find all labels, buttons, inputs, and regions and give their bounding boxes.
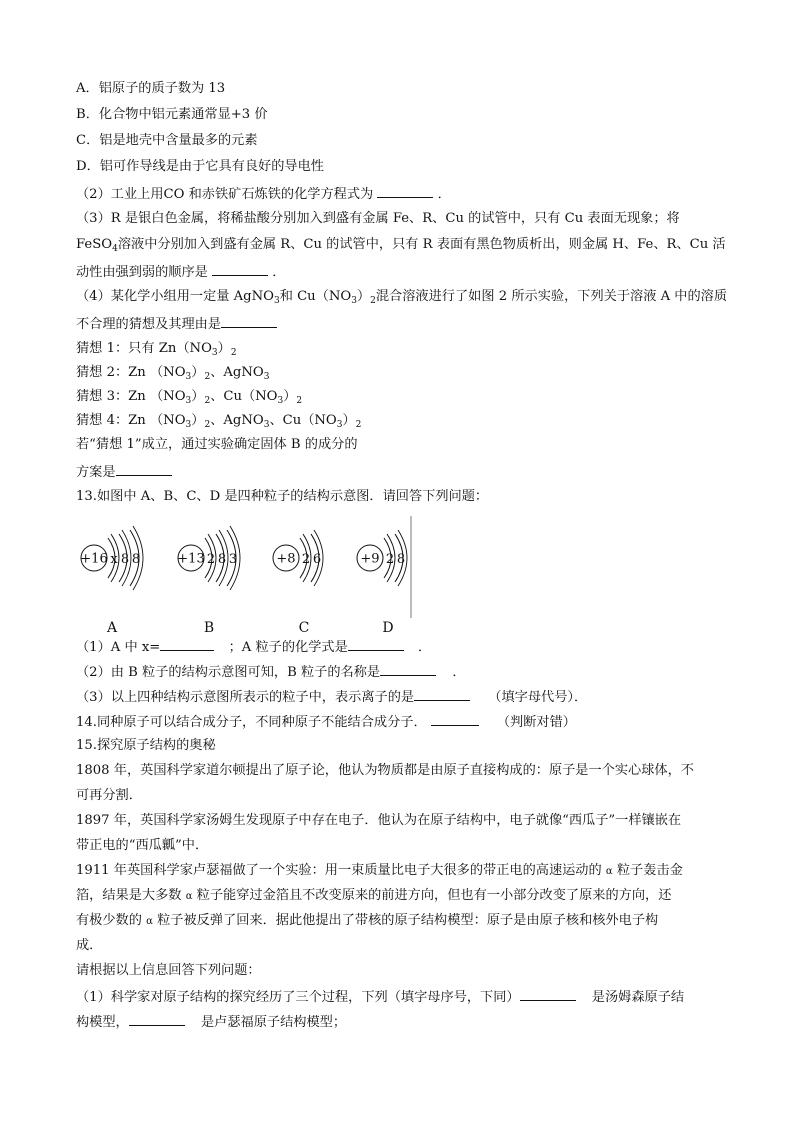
electron-count: 2	[301, 552, 311, 567]
q12-part3-line1: （3）R 是银白色金属，将稀盐酸分别加入到盛有金属 Fe、R、Cu 的试管中，只有 Cu 表面无现象；将	[76, 211, 680, 226]
text: 构模型，	[76, 1015, 129, 1030]
text: 14.同种原子可以结合成分子，不同种原子不能结合成分子．	[76, 715, 427, 730]
q15-part1-line1	[76, 987, 684, 1007]
subscript: 2	[296, 396, 303, 406]
subscript: 3	[263, 372, 270, 382]
subscript: 3	[273, 296, 280, 306]
formula-text: FeSO	[76, 237, 113, 252]
text: ；A 粒子的化学式是	[228, 640, 348, 655]
q12-part3-line3	[76, 262, 285, 282]
nucleus-charge: +13	[177, 551, 205, 567]
electron-count: 3	[228, 552, 238, 567]
q15-para1-line1: 1808 年，英国科学家道尔顿提出了原子论，他认为物质都是由原子直接构成的：原子是一个实心球体，不	[76, 763, 694, 778]
text: ．	[452, 665, 466, 680]
answer-blank[interactable]	[431, 712, 479, 726]
text: 、AgNO	[210, 365, 264, 380]
q15-prompt: 请根据以上信息回答下列问题：	[76, 963, 261, 978]
answer-blank[interactable]	[380, 662, 436, 676]
answer-blank[interactable]	[377, 184, 433, 198]
guess-4	[76, 412, 361, 430]
subscript: 3	[185, 420, 192, 430]
text: 猜想 3：Zn （NO	[76, 389, 186, 404]
text: ）	[342, 413, 356, 428]
subscript: 3	[185, 396, 192, 406]
subscript: 3	[351, 296, 357, 306]
electron-count: 6	[312, 552, 322, 567]
q13-part1	[76, 637, 431, 657]
text: 猜想 1：只有 Zn（NO	[76, 341, 212, 356]
option-c: C．铝是地壳中含量最多的元素	[76, 133, 258, 148]
answer-blank[interactable]	[116, 462, 172, 476]
text: 、Cu（NO	[210, 389, 278, 404]
text: ）	[356, 289, 371, 304]
particle-label: A	[106, 620, 118, 636]
alpha-symbol: α	[185, 891, 193, 902]
particle-label: B	[203, 620, 215, 636]
alpha-symbol: α	[605, 866, 613, 877]
text: 是卢瑟福原子结构模型；	[200, 1015, 347, 1030]
option-b: B．化合物中铝元素通常显+3 价	[76, 107, 268, 122]
text: （填字母代号）．	[488, 690, 588, 705]
text: 和 Cu（NO	[279, 289, 352, 304]
atomic-structure-figure	[76, 508, 416, 636]
electron-count: 8	[396, 552, 406, 567]
q12-tail-line2	[76, 462, 172, 482]
text: 有极少数的	[76, 913, 142, 928]
q12-part3-text: 溶液中分别加入到盛有金属 R、Cu 的试管中，只有 R 表面有黑色物质析出，则金属 H、Fe、R、Cu 活	[117, 237, 726, 252]
electron-count: 2	[385, 552, 395, 567]
answer-blank[interactable]	[348, 637, 404, 651]
q13-stem: 13.如图中 A、B、C、D 是四种粒子的结构示意图．请回答下列问题：	[76, 489, 489, 504]
text: 方案是	[76, 465, 116, 480]
answer-blank[interactable]	[414, 687, 470, 701]
guess-3	[76, 388, 302, 406]
guess-1	[76, 340, 237, 358]
text: ）	[191, 413, 205, 428]
subscript: 2	[370, 296, 376, 306]
alpha-symbol: α	[146, 916, 153, 927]
text: ）	[191, 365, 205, 380]
text: 是汤姆森原子结	[591, 990, 685, 1005]
text: （判断对错）	[496, 715, 576, 730]
particle-label: C	[298, 620, 310, 636]
text: 猜想 2：Zn （NO	[76, 365, 186, 380]
q12-part3-tail: ．	[272, 265, 286, 280]
q12-tail-line1: 若“猜想 1”成立，通过实验确定固体 B 的成分的	[76, 437, 358, 452]
q15-para3-line2	[76, 887, 671, 906]
answer-blank[interactable]	[212, 262, 268, 276]
text: ）	[217, 341, 231, 356]
q12-part2-text: （2）工业上用CO 和赤铁矿石炼铁的化学方程式为	[76, 187, 374, 202]
option-d: D．铝可作导线是由于它具有良好的导电性	[76, 159, 324, 174]
q15-para3-line1	[76, 862, 683, 881]
q12-part2-tail: ．	[437, 187, 451, 202]
text: 不合理的猜想及其理由是	[76, 317, 222, 332]
electron-count: x	[110, 552, 118, 567]
text: （2）由 B 粒子的结构示意图可知，B 粒子的名称是	[76, 665, 381, 680]
answer-blank[interactable]	[129, 1012, 185, 1026]
subscript: 3	[277, 396, 284, 406]
q14	[76, 712, 576, 732]
subscript: 3	[263, 420, 270, 430]
subscript: 2	[204, 420, 211, 430]
text: ．	[417, 640, 432, 655]
q15-para1-line2: 可再分割．	[76, 788, 142, 803]
electron-count: 8	[217, 552, 227, 567]
q12-part3-text: 动性由强到弱的顺序是	[76, 265, 208, 280]
text: 混合溶液进行了如图 2 所示实验，下列关于溶液 A 中的溶质	[375, 289, 728, 304]
subscript: 3	[211, 348, 218, 358]
text: （3）以上四种结构示意图所表示的粒子中，表示离子的是	[76, 690, 415, 705]
q15-part1-line2	[76, 1012, 346, 1032]
q13-part2	[76, 662, 466, 682]
q15-para3-line3	[76, 912, 658, 931]
q15-para3-line4: 成．	[76, 938, 103, 953]
subscript: 3	[185, 372, 192, 382]
text: 、Cu（NO	[269, 413, 337, 428]
text: 猜想 4：Zn （NO	[76, 413, 186, 428]
text: ）	[283, 389, 297, 404]
text: （1）A 中 x=	[76, 640, 161, 655]
q13-part3	[76, 687, 587, 707]
electron-count: 8	[120, 552, 130, 567]
subscript: 2	[204, 372, 211, 382]
answer-blank[interactable]	[221, 314, 277, 328]
text: 粒子被反弹了回来．据此他提出了带核的原子结构模型：原子是由原子核和核外电子构	[157, 913, 659, 928]
subscript: 2	[355, 420, 362, 430]
q12-part3-line2	[76, 236, 726, 254]
text: ）	[191, 389, 205, 404]
q15-para2-line2: 带正电的“西瓜瓤”中．	[76, 838, 209, 853]
text: 1911 年英国科学家卢瑟福做了一个实验：用一束质量比电子大很多的带正电的高速运动的	[76, 863, 602, 878]
q15-title: 15.探究原子结构的奥秘	[76, 738, 216, 753]
text: （4）某化学小组用一定量 AgNO	[76, 289, 274, 304]
text: 粒子轰击金	[616, 863, 683, 878]
text: 粒子能穿过金箔且不改变原来的前进方向，但也有一小部分改变了原来的方向，还	[196, 888, 672, 903]
q12-part4-line1	[76, 288, 727, 306]
text: 、AgNO	[210, 413, 264, 428]
nucleus-charge: +8	[276, 551, 296, 567]
electron-count: 2	[206, 552, 216, 567]
nucleus-charge: +9	[360, 551, 380, 567]
subscript: 3	[336, 420, 343, 430]
answer-blank[interactable]	[520, 987, 576, 1001]
subscript: 4	[112, 244, 118, 254]
subscript: 2	[204, 396, 211, 406]
nucleus-charge: +16	[80, 551, 108, 567]
guess-2	[76, 364, 269, 382]
q12-part2	[76, 184, 451, 204]
text: 箔，结果是大多数	[76, 888, 182, 903]
text: （1）科学家对原子结构的探究经历了三个过程，下列（填字母序号，下同）	[76, 990, 520, 1005]
particle-label: D	[382, 620, 394, 636]
subscript: 2	[230, 348, 237, 358]
option-a: A．铝原子的质子数为 13	[76, 81, 226, 96]
answer-blank[interactable]	[160, 637, 214, 651]
q15-para2-line1: 1897 年，英国科学家汤姆生发现原子中存在电子．他认为在原子结构中，电子就像“西瓜子”一样镶嵌在	[76, 813, 682, 828]
atomic-structure-diagram	[76, 508, 416, 636]
q12-part4-line2	[76, 314, 277, 334]
electron-count: 8	[131, 552, 141, 567]
